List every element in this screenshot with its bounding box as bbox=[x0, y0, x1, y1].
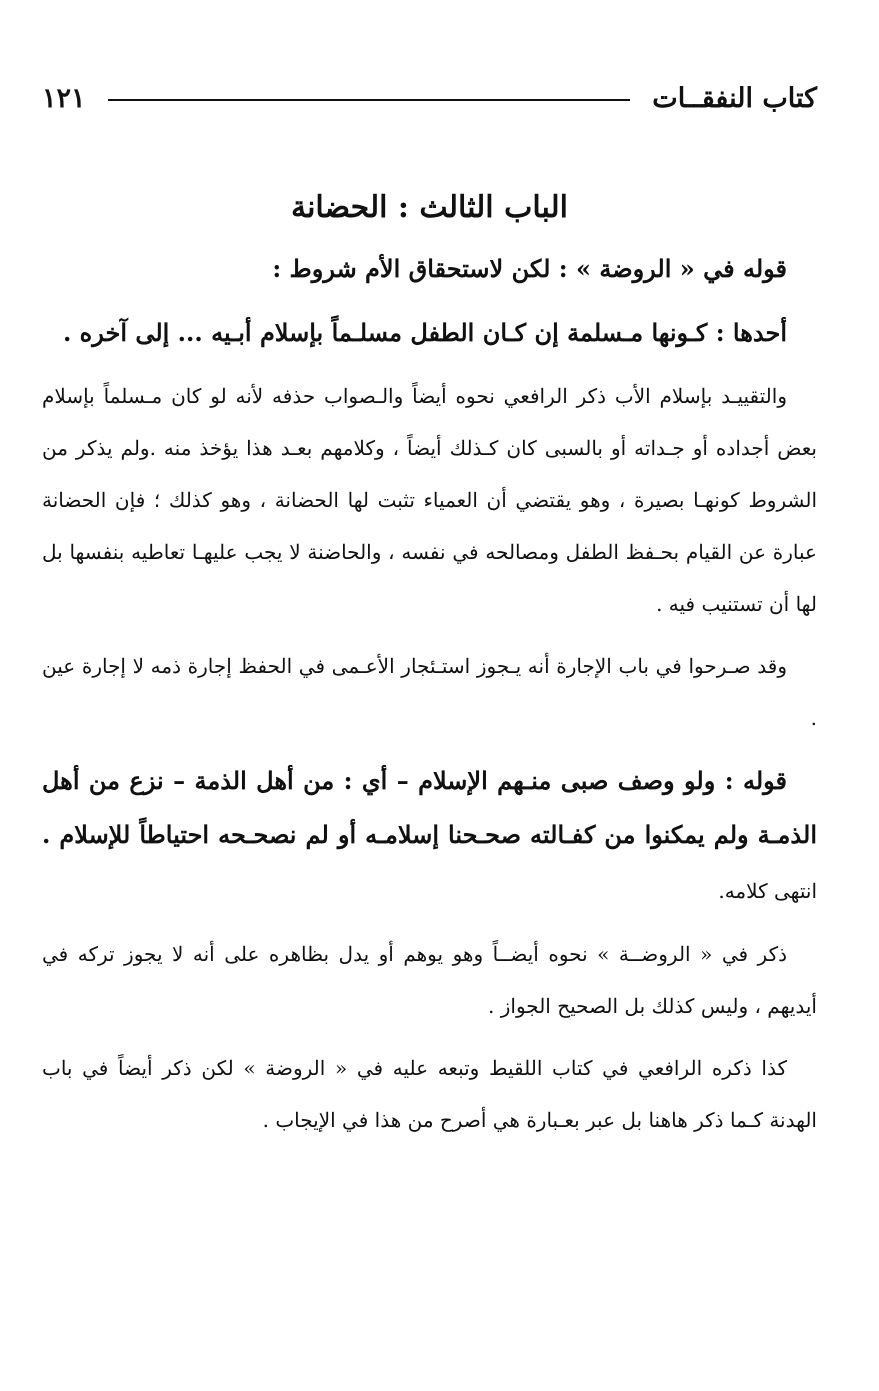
quoted-statement bbox=[42, 754, 817, 918]
quoted-statement: قوله في « الروضة » : لكن لاستحقاق الأم شروط : bbox=[272, 254, 787, 283]
page-body bbox=[42, 188, 817, 1156]
quoted-statement-text: قوله : ولو وصف صبى منـهم الإسلام – أي : من أهل الذمة – نزع من أهل الذمـة ولم يمكنوا من كفـالته صحـحنا إسلامـه أو لم نصحـحه احتياطاً للإسلام . bbox=[42, 766, 817, 849]
chapter-title: الباب الثالث : الحضانة bbox=[290, 190, 569, 225]
commentary-paragraph: ذكر في « الروضــة » نحوه أيضــاً وهو يوهم أو يدل بظاهره على أنه لا يجوز تركه في أيديهم ، وليس كذلك بل الصحيح الجواز . bbox=[42, 942, 817, 1018]
commentary-paragraph: والتقييـد بإسلام الأب ذكر الرافعي نحوه أيضاً والـصواب حذفه لأنه لو كان مـسلماً بإسلام بعض أجداده أو جـداته أو بالسبى كان كـذلك أيضاً ، وكلامهم بعـد هذا يؤخذ منه .ولم يذكر من الشروط كونهـا بصيرة ، وهو يقتضي أن العمياء تثبت لها الحضانة ، وهو كذلك ؛ فإن الحضانة عبارة عن القيام بحـفظ الطفل ومصالحه في نفسه ، والحاضنة لا يجب عليهـا تعاطيه بنفسها بل لها أن تستنيب فيه . bbox=[42, 384, 817, 616]
commentary-paragraph: كذا ذكره الرافعي في كتاب اللقيط وتبعه عليه في « الروضة » لكن ذكر أيضاً في باب الهدنة كـما ذكر هاهنا بل عبر بعـبارة هي أصرح من هذا في الإيجاب . bbox=[42, 1056, 817, 1132]
page-number: ١٢١ bbox=[42, 82, 86, 114]
running-header bbox=[42, 78, 817, 118]
header-rule bbox=[108, 99, 631, 101]
running-title: كتاب النفقــات bbox=[652, 82, 817, 114]
quoted-statement-tail: انتهى كلامه. bbox=[718, 879, 817, 903]
commentary-paragraph: وقد صـرحوا في باب الإجارة أنه يـجوز استـئجار الأعـمى في الحفظ إجارة ذمه لا إجارة عين . bbox=[42, 654, 817, 730]
quoted-condition: أحدها : كـونها مـسلمة إن كـان الطفل مسلـماً بإسلام أبـيه ... إلى آخره . bbox=[62, 318, 787, 347]
